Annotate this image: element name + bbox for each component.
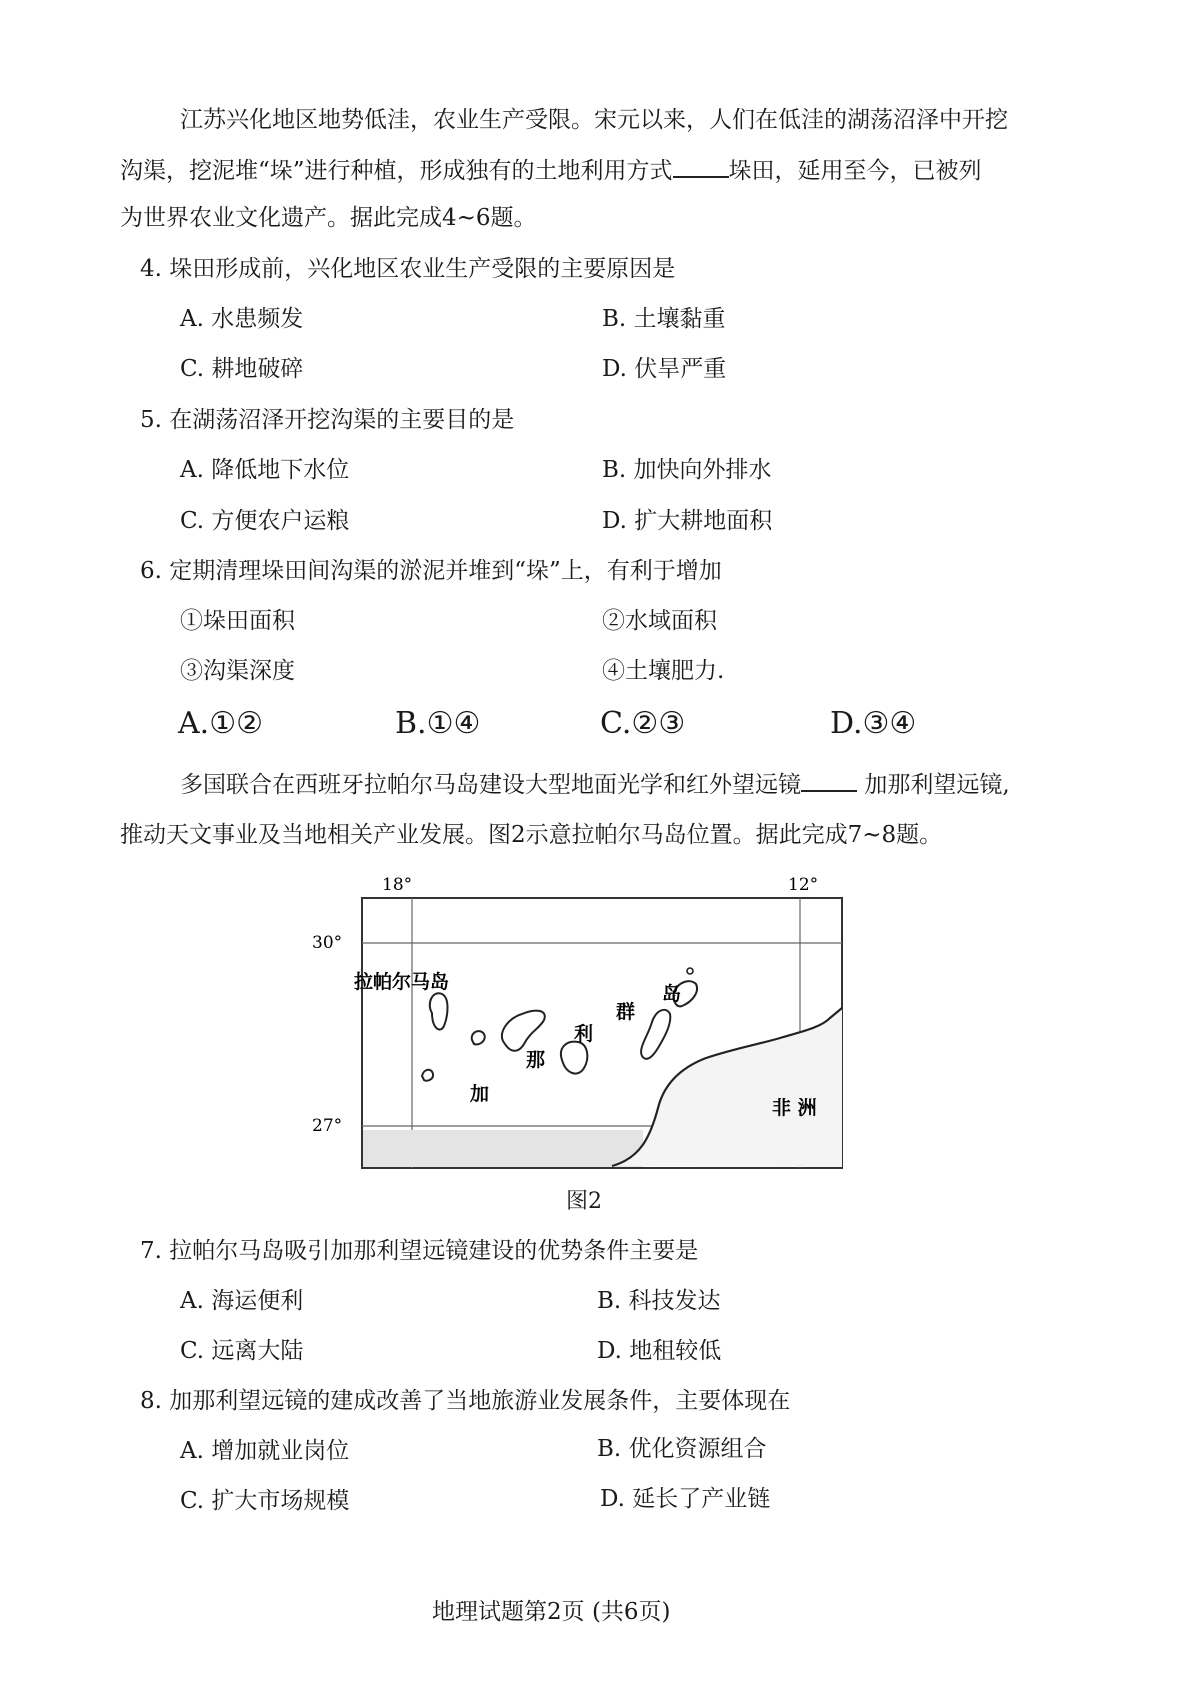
intro2-line2: 推动天文事业及当地相关产业发展。图2示意拉帕尔马岛位置。据此完成7~8题。 — [120, 822, 943, 848]
q4-option-a[interactable]: A. 水患频发 — [180, 306, 304, 332]
canary-char-2: 那 — [526, 1049, 546, 1071]
lat-label-27: 27° — [312, 1116, 343, 1136]
intro1-line2 — [120, 154, 982, 186]
figure-caption: 图2 — [566, 1189, 602, 1214]
intro2-line1-part1: 多国联合在西班牙拉帕尔马岛建设大型地面光学和红外望远镜 — [180, 772, 801, 798]
islet — [687, 968, 693, 974]
q6-option-d[interactable]: D.③④ — [830, 706, 917, 741]
q6-option-a[interactable]: A.①② — [178, 706, 263, 741]
q4-option-d[interactable]: D. 伏旱严重 — [602, 356, 727, 382]
la-palma-label: 拉帕尔马岛 — [354, 971, 450, 993]
canary-char-1: 加 — [470, 1083, 490, 1105]
sea-shading — [363, 1130, 643, 1167]
africa-label: 非 洲 — [772, 1097, 817, 1119]
q5-option-a[interactable]: A. 降低地下水位 — [180, 457, 350, 483]
q8-option-c[interactable]: C. 扩大市场规模 — [180, 1488, 350, 1514]
q7-option-a[interactable]: A. 海运便利 — [180, 1288, 304, 1314]
q5-option-b[interactable]: B. 加快向外排水 — [602, 457, 772, 483]
island-tenerife — [502, 1011, 545, 1051]
q6-option-c[interactable]: C.②③ — [600, 706, 686, 741]
q6-item-4: ④土壤肥力. — [602, 658, 725, 684]
q6-stem: 6. 定期清理垛田间沟渠的淤泥并堆到“垛”上，有利于增加 — [140, 558, 722, 584]
q7-option-c[interactable]: C. 远离大陆 — [180, 1338, 304, 1364]
africa-landmass — [612, 1008, 842, 1167]
q7-option-b[interactable]: B. 科技发达 — [597, 1288, 721, 1314]
q5-option-c[interactable]: C. 方便农户运粮 — [180, 508, 350, 534]
q8-option-b[interactable]: B. 优化资源组合 — [597, 1436, 767, 1462]
island-el-hierro-north — [472, 1031, 485, 1044]
q8-option-a[interactable]: A. 增加就业岗位 — [180, 1438, 350, 1464]
q8-stem: 8. 加那利望远镜的建成改善了当地旅游业发展条件，主要体现在 — [140, 1388, 791, 1414]
lat-label-30: 30° — [312, 933, 343, 953]
q6-item-3: ③沟渠深度 — [180, 658, 295, 684]
intro1-line2-part2: 垛田，延用至今，已被列 — [728, 158, 982, 184]
q4-option-b[interactable]: B. 土壤黏重 — [602, 306, 726, 332]
q5-option-d[interactable]: D. 扩大耕地面积 — [602, 508, 773, 534]
q6-item-1: ①垛田面积 — [180, 608, 295, 634]
island-gran-canaria — [561, 1042, 587, 1074]
canary-char-3: 利 — [574, 1023, 594, 1045]
q7-option-d[interactable]: D. 地租较低 — [597, 1338, 722, 1364]
q6-item-2: ②水域面积 — [602, 608, 717, 634]
q4-option-c[interactable]: C. 耕地破碎 — [180, 356, 304, 382]
q5-stem: 5. 在湖荡沼泽开挖沟渠的主要目的是 — [140, 407, 515, 433]
fill-blank — [673, 154, 729, 178]
island-el-hierro — [422, 1070, 433, 1081]
intro2-line1-part2: 加那利望远镜, — [864, 772, 1010, 798]
island-fuerteventura — [641, 1010, 670, 1059]
q8-option-d[interactable]: D. 延长了产业链 — [600, 1486, 771, 1512]
page-footer: 地理试题第2页 (共6页) — [432, 1599, 671, 1625]
intro1-line3: 为世界农业文化遗产。据此完成4~6题。 — [120, 205, 537, 231]
q4-stem: 4. 垛田形成前，兴化地区农业生产受限的主要原因是 — [140, 256, 676, 282]
intro1-line1: 江苏兴化地区地势低洼，农业生产受限。宋元以来，人们在低洼的湖荡沼泽中开挖 — [180, 107, 1008, 133]
q7-stem: 7. 拉帕尔马岛吸引加那利望远镜建设的优势条件主要是 — [140, 1238, 699, 1264]
intro2-line1 — [180, 768, 1010, 800]
island-la-palma — [430, 993, 448, 1029]
canary-char-4: 群 — [616, 1001, 636, 1023]
lon-label-18: 18° — [382, 875, 413, 895]
intro1-line2-part1: 沟渠，挖泥堆“垛”进行种植，形成独有的土地利用方式 — [120, 158, 673, 184]
q6-option-b[interactable]: B.①④ — [395, 706, 481, 741]
canary-char-5: 岛 — [662, 983, 682, 1005]
fill-blank — [801, 768, 857, 792]
canary-islands-map — [312, 868, 860, 1178]
lon-label-12: 12° — [788, 875, 819, 895]
